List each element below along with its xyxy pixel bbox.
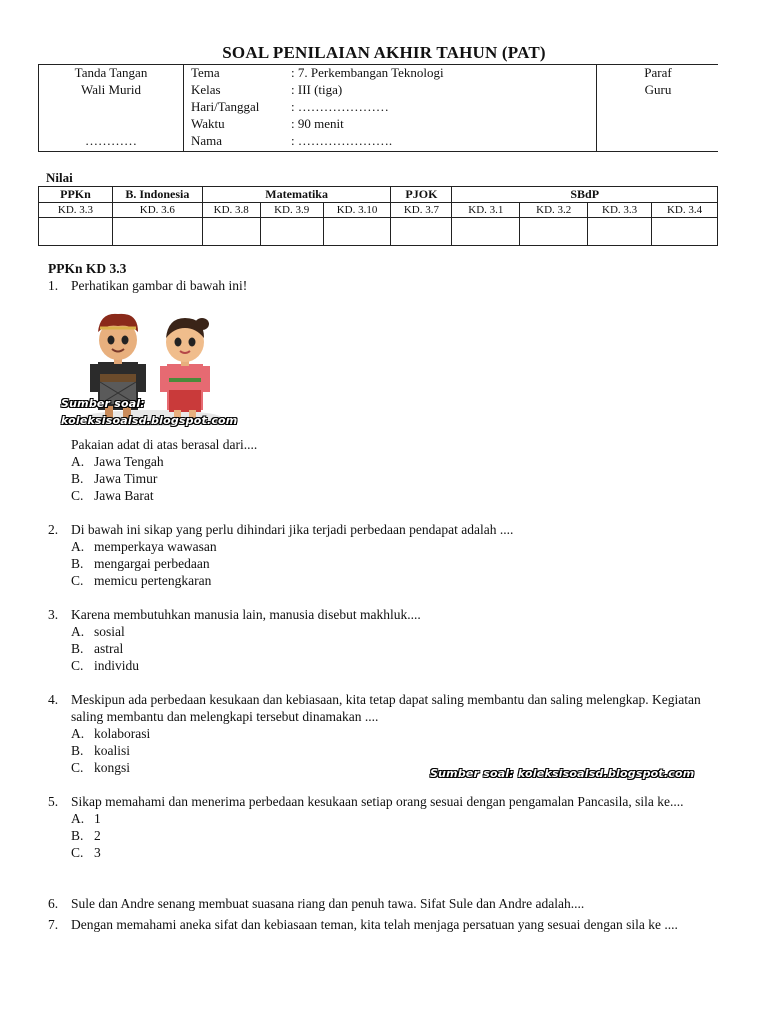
field-value: : 7. Perkembangan Teknologi (291, 65, 444, 80)
option-letter: C. (71, 658, 84, 673)
kd-cell: KD. 3.6 (112, 203, 202, 218)
option-text: Jawa Barat (94, 488, 154, 503)
subject-header: Matematika (202, 187, 391, 203)
kd-cell: KD. 3.3 (39, 203, 113, 218)
question-number: 5. (48, 794, 59, 809)
option-a[interactable] (48, 725, 728, 742)
option-letter: C. (71, 845, 84, 860)
subject-header: PJOK (391, 187, 452, 203)
option-c[interactable] (48, 844, 728, 861)
option-letter: C. (71, 488, 84, 503)
question-text: Perhatikan gambar di bawah ini! (71, 278, 248, 293)
option-text: sosial (94, 624, 125, 639)
section-title: PPKn KD 3.3 (48, 261, 127, 276)
question-followup-text: Pakaian adat di atas berasal dari.... (71, 437, 258, 452)
parent-signature-cell (39, 65, 184, 151)
option-c[interactable] (48, 572, 728, 589)
teacher-initial-cell (597, 65, 719, 151)
option-text: Jawa Tengah (94, 454, 164, 469)
question-number: 2. (48, 522, 59, 537)
question-1 (48, 277, 728, 294)
question-number: 1. (48, 278, 59, 293)
option-letter: A. (71, 539, 85, 554)
question-text: Di bawah ini sikap yang perlu dihindari jika terjadi perbedaan pendapat adalah .... (71, 522, 514, 537)
option-text: mengargai perbedaan (94, 556, 210, 571)
question-5 (48, 793, 728, 810)
kd-cell: KD. 3.3 (588, 203, 652, 218)
kd-cell: KD. 3.4 (652, 203, 718, 218)
question-text: Meskipun ada perbedaan kesukaan dan kebiasaan, kita tetap dapat saling membantu dan saling melengkap. Kegiatan saling membantu dan melengkapi tersebut dinamakan .... (71, 692, 701, 724)
option-letter: C. (71, 573, 84, 588)
score-cell[interactable] (452, 218, 520, 246)
parent-signature-label: Tanda Tangan (74, 65, 148, 80)
option-letter: B. (71, 556, 84, 571)
kd-cell: KD. 3.9 (260, 203, 323, 218)
option-text: astral (94, 641, 124, 656)
question-3 (48, 606, 728, 623)
kd-cell: KD. 3.10 (323, 203, 391, 218)
question-number: 3. (48, 607, 59, 622)
score-cell[interactable] (391, 218, 452, 246)
score-cell[interactable] (112, 218, 202, 246)
teacher-label: Guru (644, 82, 672, 97)
field-value[interactable]: : ………………… (291, 99, 389, 114)
option-text: 3 (94, 845, 101, 860)
watermark-text: Sumber soal: koleksisoalsd.blogspot.com (430, 767, 695, 780)
watermark-text: Sumber soal: koleksisoalsd.blogspot.com (61, 397, 238, 427)
option-text: 1 (94, 811, 101, 826)
field-label: Nama (191, 133, 223, 148)
question-text: Dengan memahami aneka sifat dan kebiasaan teman, kita telah menjaga persatuan yang sesuai dengan sila ke .... (71, 917, 678, 932)
page-title: SOAL PENILAIAN AKHIR TAHUN (PAT) (222, 43, 546, 62)
option-text: kongsi (94, 760, 131, 775)
question-4 (48, 691, 728, 725)
option-b[interactable] (48, 640, 728, 657)
subject-header: SBdP (452, 187, 718, 203)
identity-fields (184, 65, 597, 151)
score-cell[interactable] (323, 218, 391, 246)
field-label: Kelas (191, 82, 221, 97)
option-c[interactable] (48, 487, 728, 504)
option-text: memicu pertengkaran (94, 573, 212, 588)
score-cell[interactable] (39, 218, 113, 246)
question-2 (48, 521, 728, 538)
option-letter: B. (71, 471, 84, 486)
nilai-label: Nilai (46, 170, 73, 185)
question-text: Sule dan Andre senang membuat suasana riang dan penuh tawa. Sifat Sule dan Andre adalah.... (71, 896, 585, 911)
option-a[interactable] (48, 810, 728, 827)
kd-cell: KD. 3.8 (202, 203, 260, 218)
traditional-costume-image (61, 294, 310, 436)
field-value: : III (tiga) (291, 82, 343, 97)
parent-signature-line[interactable]: ………… (85, 133, 137, 148)
option-letter: B. (71, 828, 84, 843)
score-cell[interactable] (202, 218, 260, 246)
option-text: individu (94, 658, 140, 673)
option-letter: A. (71, 624, 85, 639)
question-6 (48, 895, 728, 912)
field-value[interactable]: : …………………. (291, 133, 393, 148)
option-text: 2 (94, 828, 101, 843)
option-letter: A. (71, 726, 85, 741)
option-b[interactable] (48, 742, 728, 759)
score-cell[interactable] (652, 218, 718, 246)
option-letter: A. (71, 454, 85, 469)
question-followup (48, 436, 728, 453)
question-content (48, 260, 728, 933)
option-letter: A. (71, 811, 85, 826)
option-a[interactable] (48, 453, 728, 470)
question-text: Karena membutuhkan manusia lain, manusia disebut makhluk.... (71, 607, 421, 622)
field-value: : 90 menit (291, 116, 344, 131)
question-number: 6. (48, 896, 59, 911)
subject-header: B. Indonesia (112, 187, 202, 203)
option-text: koalisi (94, 743, 130, 758)
kd-cell: KD. 3.1 (452, 203, 520, 218)
option-letter: B. (71, 641, 84, 656)
question-number: 4. (48, 692, 59, 707)
option-text: Jawa Timur (94, 471, 158, 486)
option-text: kolaborasi (94, 726, 151, 741)
score-cell[interactable] (520, 218, 588, 246)
option-letter: B. (71, 743, 84, 758)
option-c[interactable] (48, 657, 728, 674)
option-text: memperkaya wawasan (94, 539, 217, 554)
option-b[interactable] (48, 555, 728, 572)
question-text: Sikap memahami dan menerima perbedaan kesukaan setiap orang sesuai dengan pengamalan Pancasila, sila ke.... (71, 794, 684, 809)
option-letter: C. (71, 760, 84, 775)
kd-cell: KD. 3.7 (391, 203, 452, 218)
field-label: Tema (191, 65, 220, 80)
option-a[interactable] (48, 623, 728, 640)
kd-cell: KD. 3.2 (520, 203, 588, 218)
score-table (38, 186, 718, 246)
identity-box (38, 64, 718, 152)
score-cell[interactable] (260, 218, 323, 246)
question-7 (48, 916, 728, 933)
question-number: 7. (48, 917, 59, 932)
parent-label: Wali Murid (81, 82, 141, 97)
option-b[interactable] (48, 470, 728, 487)
score-cell[interactable] (588, 218, 652, 246)
field-label: Waktu (191, 116, 225, 131)
option-b[interactable] (48, 827, 728, 844)
option-a[interactable] (48, 538, 728, 555)
subject-header: PPKn (39, 187, 113, 203)
teacher-initial-label: Paraf (644, 65, 672, 80)
field-label: Hari/Tanggal (191, 99, 260, 114)
